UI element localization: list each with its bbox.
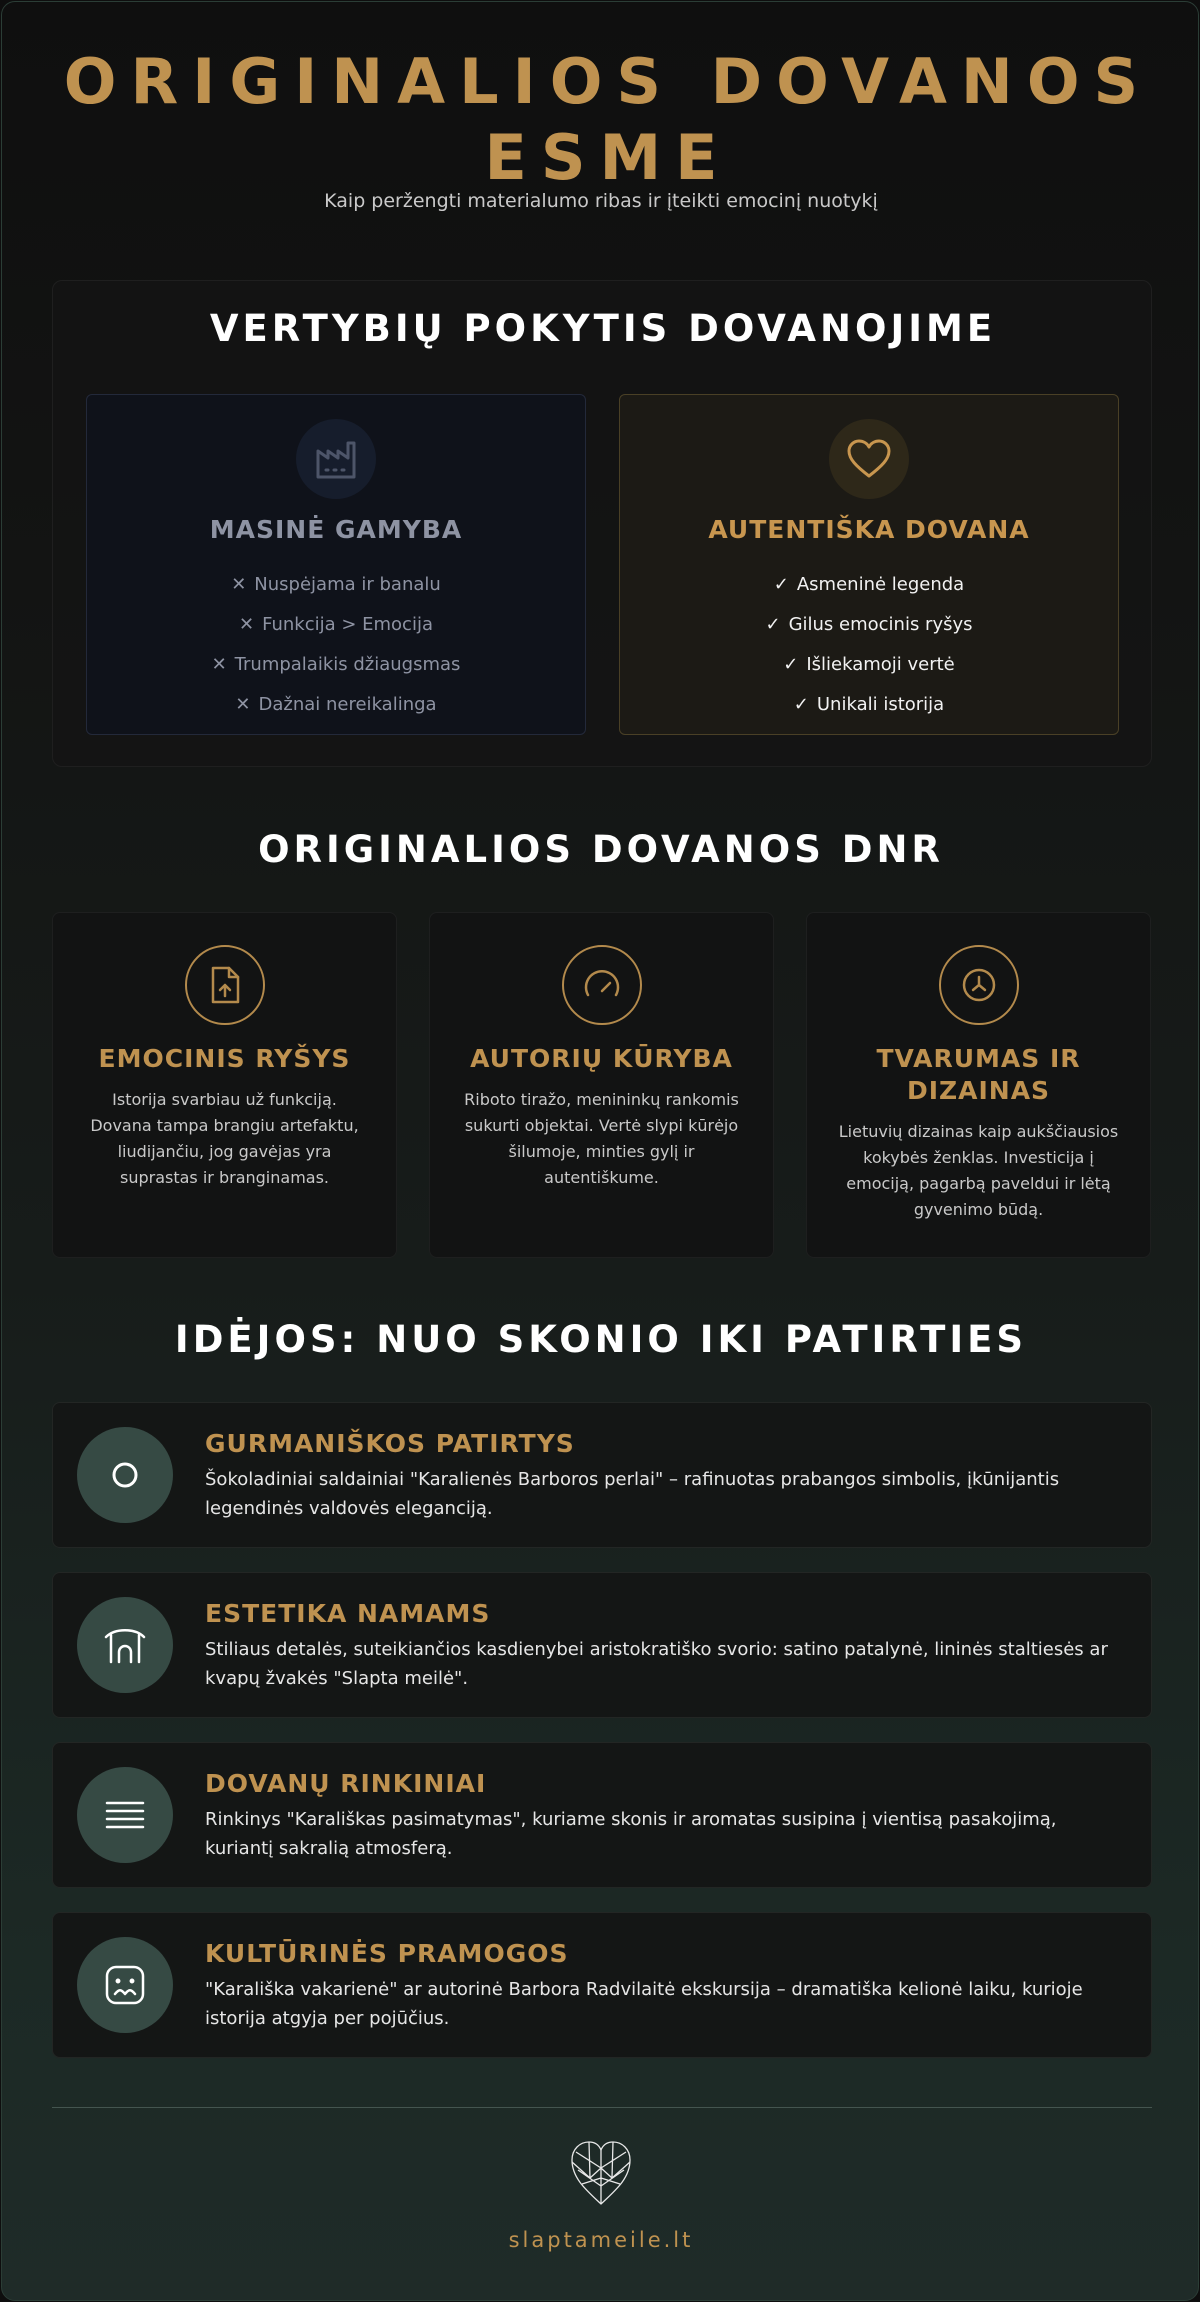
hero-subtitle: Kaip peržengti materialumo ribas ir įteikti emocinį nuotykį [324,190,878,212]
list-item: ✕ Trumpalaikis džiaugsmas [87,645,585,685]
heart-logo-icon [568,2138,634,2208]
gauge-icon [562,945,642,1025]
cross-icon: ✕ [211,654,227,675]
dna-card-title: EMOCINIS RYŠYS [98,1044,351,1073]
list-item: ✕ Funkcija > Emocija [87,605,585,645]
idea-text: Stiliaus detalės, suteikiančios kasdienybei aristokratiško svorio: satino patalynė, lininės staltiesės ar kvapų žvakės "Slapta meilė". [205,1639,1108,1689]
dna-card-sustainability [806,912,1151,1258]
home-arch-icon [77,1597,173,1693]
idea-row-gourmet [52,1402,1152,1548]
cross-icon: ✕ [235,694,251,715]
mass-production-card [86,394,586,735]
dna-section-title: ORIGINALIOS DOVANOS DNR [258,828,944,871]
lines-icon [77,1767,173,1863]
theater-mask-icon [77,1937,173,2033]
footer-website-link[interactable]: slaptameile.lt [508,2228,694,2252]
hero-title-line1: ORIGINALIOS DOVANOS [63,45,1153,118]
list-item: ✓ Unikali istorija [620,685,1118,725]
mass-production-title: MASINĖ GAMYBA [209,515,463,544]
list-item: ✕ Dažnai nereikalinga [87,685,585,725]
heart-icon [829,419,909,499]
ideas-section-title: IDĖJOS: NUO SKONIO IKI PATIRTIES [174,1318,1028,1361]
idea-title: KULTŪRINĖS PRAMOGOS [205,1939,569,1968]
list-item: ✕ Nuspėjama ir banalu [87,565,585,605]
dna-card-emotional [52,912,397,1258]
dna-card-text: Lietuvių dizainas kaip aukščiausios kokybės ženklas. Investicija į emociją, pagarbą paveldui ir lėtą gyvenimo būdą. [838,1122,1119,1219]
infographic-page [1,1,1199,2301]
list-item: ✓ Asmeninė legenda [620,565,1118,605]
check-icon: ✓ [765,614,781,635]
values-section-title: VERTYBIŲ POKYTIS DOVANOJIME [209,307,997,350]
dna-card-authors [429,912,774,1258]
authentic-gift-list [620,565,1118,725]
idea-text: "Karališka vakarienė" ar autorinė Barbora Radvilaitė ekskursija – dramatiška kelionė laiku, kurioje istorija atgyja per pojūčius. [205,1979,1083,2029]
idea-row-home-aesthetics [52,1572,1152,1718]
recycle-icon [939,945,1019,1025]
hero-title-line2: ESME [484,121,732,194]
idea-title: ESTETIKA NAMAMS [205,1599,491,1628]
footer-divider [52,2107,1152,2108]
file-upload-icon [185,945,265,1025]
idea-row-gift-sets [52,1742,1152,1888]
list-item: ✓ Gilus emocinis ryšys [620,605,1118,645]
authentic-gift-title: AUTENTIŠKA DOVANA [708,515,1030,544]
values-panel [52,280,1152,767]
factory-icon [296,419,376,499]
dna-card-text: Riboto tiražo, menininkų rankomis sukurti objektai. Vertė slypi kūrėjo šilumoje, minties gylį ir autentiškume. [464,1090,739,1187]
idea-text: Šokoladiniai saldainiai "Karalienės Barboros perlai" – rafinuotas prabangos simbolis, įkūnijantis legendinės valdovės eleganciją. [205,1469,1060,1519]
dna-card-title: TVARUMAS IR DIZAINAS [876,1044,1081,1105]
check-icon: ✓ [783,654,799,675]
check-icon: ✓ [773,574,789,595]
dna-card-title: AUTORIŲ KŪRYBA [470,1044,733,1073]
idea-title: GURMANIŠKOS PATIRTYS [205,1429,575,1458]
idea-text: Rinkinys "Karališkas pasimatymas", kuriame skonis ir aromatas susipina į vientisą pasakojimą, kuriantį sakralią atmosferą. [205,1809,1057,1859]
circle-icon [77,1427,173,1523]
check-icon: ✓ [793,694,809,715]
mass-production-list [87,565,585,725]
idea-row-cultural [52,1912,1152,2058]
cross-icon: ✕ [231,574,247,595]
cross-icon: ✕ [238,614,255,635]
authentic-gift-card [619,394,1119,735]
hero-title [2,44,1199,196]
list-item: ✓ Išliekamoji vertė [620,645,1118,685]
idea-title: DOVANŲ RINKINIAI [205,1769,487,1798]
dna-card-text: Istorija svarbiau už funkciją. Dovana tampa brangiu artefaktu, liudijančiu, jog gavėjas yra suprastas ir branginamas. [90,1090,359,1187]
